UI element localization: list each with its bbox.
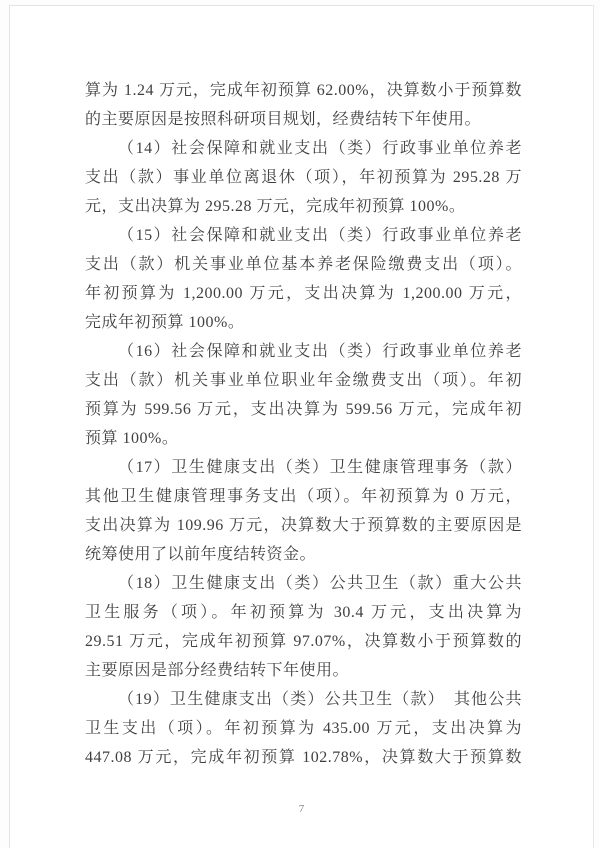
text-line: （18）卫生健康支出（类）公共卫生（款）重大公共 bbox=[118, 575, 522, 592]
text-line: （16）社会保障和就业支出（类）行政事业单位养老 bbox=[118, 343, 522, 360]
text-line: 算为 1.24 万元，完成年初预算 62.00%，决算数小于预算数 bbox=[85, 82, 522, 99]
text-line: （14）社会保障和就业支出（类）行政事业单位养老 bbox=[118, 140, 522, 157]
text-line: 卫生支出（项）。年初预算为 435.00 万元，支出决算为 bbox=[85, 720, 522, 737]
text-line: 主要原因是部分经费结转下年使用。 bbox=[85, 662, 350, 679]
text-line: 支出决算为 109.96 万元，决算数大于预算数的主要原因是 bbox=[85, 517, 522, 534]
text-line: （15）社会保障和就业支出（类）行政事业单位养老 bbox=[118, 227, 522, 244]
text-line: 预算为 599.56 万元，支出决算为 599.56 万元，完成年初 bbox=[85, 401, 522, 418]
text-line: 支出（款）事业单位离退休（项），年初预算为 295.28 万 bbox=[85, 169, 522, 186]
document-page bbox=[9, 5, 594, 848]
text-line: 447.08 万元，完成年初预算 102.78%，决算数大于预算数 bbox=[85, 749, 522, 766]
page-number: 7 bbox=[298, 803, 305, 815]
text-line: 卫生服务（项）。年初预算为 30.4 万元，支出决算为 bbox=[85, 604, 522, 621]
text-line: （17）卫生健康支出（类）卫生健康管理事务（款） bbox=[118, 459, 522, 476]
text-line: 完成年初预算 100%。 bbox=[85, 314, 245, 331]
text-line: 29.51 万元，完成年初预算 97.07%，决算数小于预算数的 bbox=[85, 633, 522, 650]
text-line: 的主要原因是按照科研项目规划，经费结转下年使用。 bbox=[85, 111, 482, 128]
text-line: 元，支出决算为 295.28 万元，完成年初预算 100%。 bbox=[85, 198, 466, 215]
text-line: 年初预算为 1,200.00 万元，支出决算为 1,200.00 万元， bbox=[85, 285, 522, 302]
document-body bbox=[85, 76, 522, 772]
text-line: 支出（款）机关事业单位基本养老保险缴费支出（项）。 bbox=[85, 256, 522, 273]
text-line: （19）卫生健康支出（类）公共卫生（款） 其他公共 bbox=[118, 691, 522, 708]
text-line: 统筹使用了以前年度结转资金。 bbox=[85, 546, 317, 563]
text-line: 支出（款）机关事业单位职业年金缴费支出（项）。年初 bbox=[85, 372, 522, 389]
text-line: 其他卫生健康管理事务支出（项）。年初预算为 0 万元， bbox=[85, 488, 522, 505]
text-line: 预算 100%。 bbox=[85, 430, 179, 447]
